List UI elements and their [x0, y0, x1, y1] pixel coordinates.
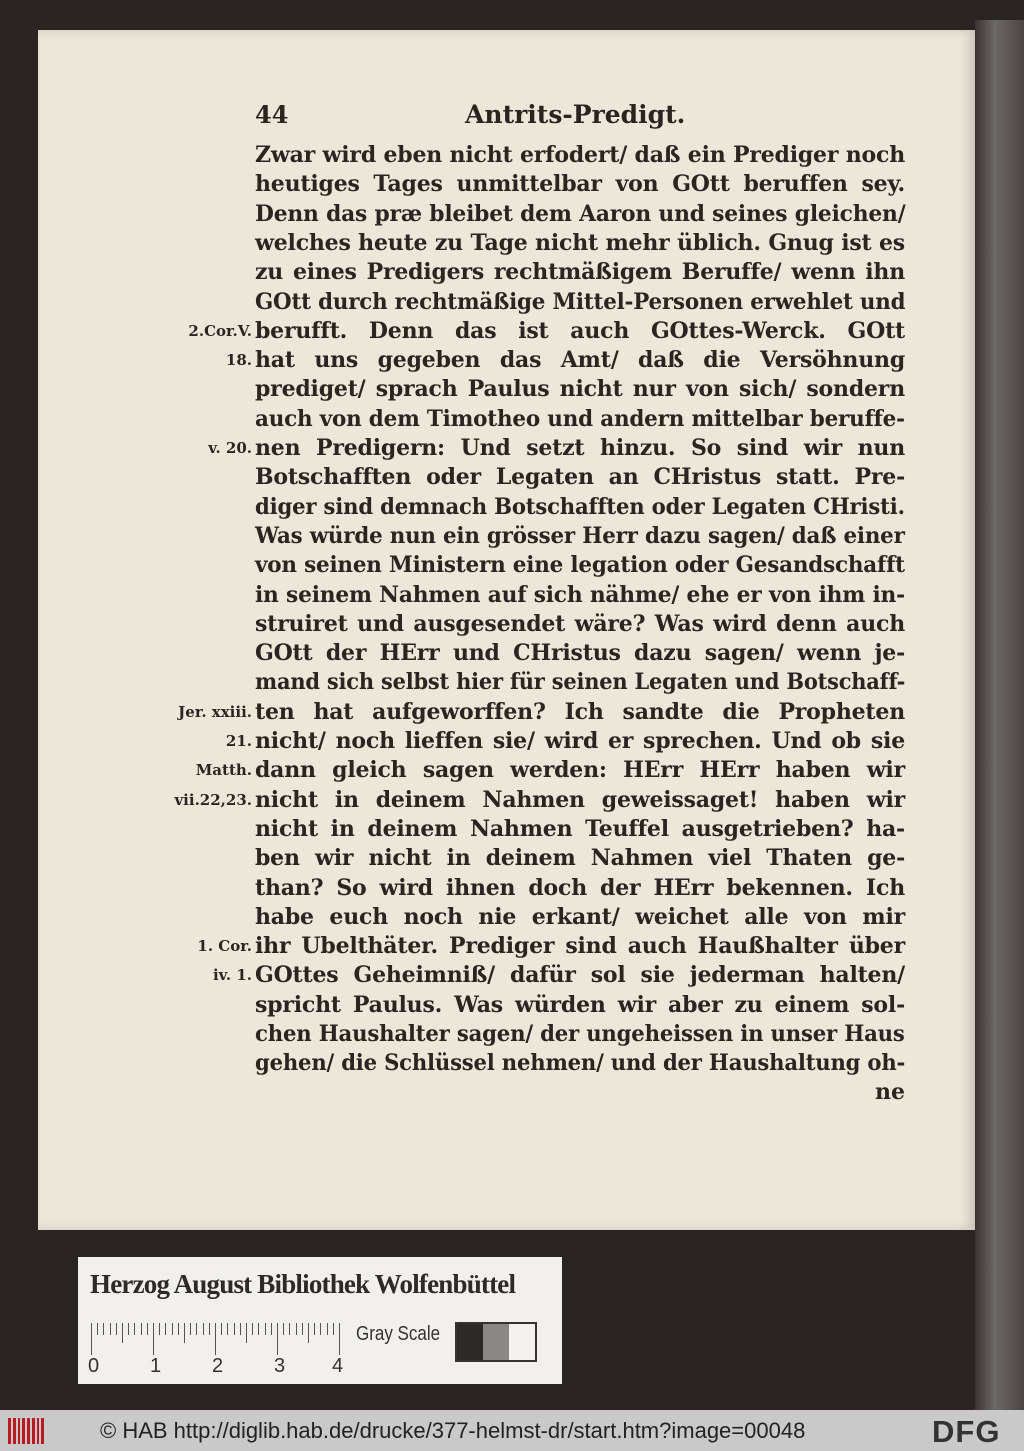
logo-bar — [32, 1418, 35, 1444]
ruler-tick — [122, 1323, 123, 1343]
ruler-tick — [196, 1323, 197, 1335]
page-number: 44 — [255, 100, 289, 129]
ruler-label: 2 — [212, 1355, 224, 1377]
ruler-label: 1 — [150, 1355, 162, 1377]
ruler-tick — [314, 1323, 315, 1335]
ruler-tick — [165, 1323, 166, 1335]
text-line: GOtt der HErr und CHristus dazu sagen/ wenn je- — [255, 640, 905, 667]
ruler-tick — [258, 1323, 259, 1335]
text-line: mand sich selbst hier für seinen Legaten und Botschaff- — [255, 669, 906, 696]
gray-swatch — [509, 1324, 535, 1360]
text-line: hat uns gegeben das Amt/ daß die Versöhnung — [255, 347, 905, 374]
ruler-tick — [215, 1323, 216, 1355]
text-line: dann gleich sagen werden: HErr HErr haben wir — [255, 757, 905, 784]
text-line: ben wir nicht in deinem Nahmen viel Thaten ge- — [255, 845, 905, 872]
text-line: heutiges Tages unmittelbar von GOtt beruffen sey. — [255, 171, 905, 198]
footer-bar — [0, 1410, 1024, 1451]
logo-bar — [18, 1418, 21, 1444]
ruler-tick — [184, 1323, 185, 1343]
text-line: GOtt durch rechtmäßige Mittel-Personen erwehlet und — [255, 288, 906, 315]
text-line: than? So wird ihnen doch der HErr bekennen. Ich — [255, 874, 905, 901]
ruler-tick — [147, 1323, 148, 1335]
ruler-label: 0 — [88, 1355, 100, 1377]
text-line: diger sind demnach Botschafften oder Legaten CHristi. — [255, 493, 905, 520]
ruler-tick — [227, 1323, 228, 1335]
ruler-tick — [327, 1323, 328, 1335]
gray-swatch — [483, 1324, 509, 1360]
text-line: ten hat aufgeworffen? Ich sandte die Propheten — [255, 698, 905, 725]
margin-reference: 1. Cor. — [197, 937, 252, 956]
ruler-tick — [252, 1323, 253, 1335]
logo-bar — [27, 1418, 30, 1444]
logo-bar — [8, 1418, 11, 1444]
text-line: prediget/ sprach Paulus nicht nur von sich/ sondern — [255, 376, 905, 403]
ruler-tick — [209, 1323, 210, 1335]
ruler-tick — [203, 1323, 204, 1335]
ruler-tick — [110, 1323, 111, 1335]
text-line: welches heute zu Tage nicht mehr üblich. Gnug ist es — [255, 229, 905, 256]
book-binding-edge — [975, 20, 1024, 1410]
text-line: gehen/ die Schlüssel nehmen/ und der Haushaltung oh- — [255, 1050, 906, 1077]
dfg-logo: DFG — [932, 1414, 1001, 1449]
ruler-label: 4 — [332, 1355, 344, 1377]
text-line: ihr Ubelthäter. Prediger sind auch Haußhalter über — [255, 933, 905, 960]
text-line: GOttes Geheimniß/ dafür sol sie jederman halten/ — [255, 962, 905, 989]
margin-reference: v. 20. — [208, 439, 252, 457]
text-line: zu eines Predigers rechtmäßigem Beruffe/ wenn ihn — [255, 259, 905, 286]
catchword: ne — [875, 1078, 905, 1105]
text-line: struiret und ausgesendet wäre? Was wird denn auch — [255, 610, 905, 637]
ruler-tick — [97, 1323, 98, 1335]
gray-swatch — [457, 1324, 483, 1360]
text-line: berufft. Denn das ist auch GOttes-Werck. GOtt — [255, 317, 905, 344]
ruler-tick — [246, 1323, 247, 1343]
logo-bar — [22, 1418, 25, 1444]
text-line: nicht in deinem Nahmen geweissaget! haben wir — [255, 786, 905, 813]
hab-logo-icon — [8, 1418, 44, 1444]
text-line: Was würde nun ein grösser Herr dazu sagen/ daß einer — [255, 522, 905, 549]
text-line: Zwar wird eben nicht erfodert/ daß ein Prediger noch — [255, 142, 905, 168]
ruler-tick — [221, 1323, 222, 1335]
gray-scale-swatches — [455, 1322, 537, 1362]
ruler-tick — [283, 1323, 284, 1335]
margin-reference: 18. — [225, 351, 252, 370]
text-line: chen Haushalter sagen/ der ungeheissen in unser Haus — [255, 1021, 905, 1047]
text-line: nen Predigern: Und setzt hinzu. So sind wir nun — [255, 435, 905, 461]
ruler-tick — [277, 1323, 278, 1355]
text-line: Botschafften oder Legaten an CHristus statt. Pre- — [255, 464, 905, 491]
margin-reference: 2.Cor.V. — [188, 321, 252, 340]
copyright-url[interactable]: © HAB http://diglib.hab.de/drucke/377-helmst-dr/start.htm?image=00048 — [100, 1418, 806, 1443]
library-color-card — [78, 1257, 562, 1384]
page-header — [255, 100, 905, 132]
ruler-tick — [333, 1323, 334, 1335]
library-name: Herzog August Bibliothek Wolfenbüttel — [90, 1269, 516, 1299]
ruler-tick — [153, 1323, 154, 1355]
ruler-tick — [296, 1323, 297, 1335]
text-line: Denn das præ bleibet dem Aaron und seines gleichen/ — [255, 200, 906, 227]
logo-bar — [13, 1418, 16, 1444]
margin-reference: iv. 1. — [212, 966, 252, 985]
ruler-tick — [265, 1323, 266, 1335]
text-line: habe euch noch nie erkant/ weichet alle von mir — [255, 903, 905, 930]
gray-scale-label: Gray Scale — [356, 1323, 441, 1345]
ruler-tick — [103, 1323, 104, 1335]
margin-reference: vii.22,23. — [174, 790, 252, 809]
ruler-tick — [159, 1323, 160, 1335]
logo-bar — [37, 1418, 40, 1444]
ruler-tick — [141, 1323, 142, 1335]
margin-reference: Jer. xxiii. — [178, 702, 252, 721]
ruler-tick — [320, 1323, 321, 1335]
ruler-tick — [116, 1323, 117, 1335]
text-line: auch von dem Timotheo und andern mittelbar beruffe- — [255, 405, 905, 432]
ruler-label: 3 — [274, 1355, 286, 1377]
text-line: nicht/ noch lieffen sie/ wird er sprechen. Und ob sie — [255, 728, 905, 754]
margin-reference: Matth. — [195, 761, 252, 780]
text-line: nicht in deinem Nahmen Teuffel ausgetrieben? ha- — [255, 815, 905, 842]
ruler-tick — [308, 1323, 309, 1343]
ruler-tick — [178, 1323, 179, 1335]
ruler-tick — [234, 1323, 235, 1335]
text-line: von seinen Ministern eine legation oder Gesandschafft — [255, 552, 905, 579]
ruler-tick — [172, 1323, 173, 1335]
ruler-tick — [134, 1323, 135, 1335]
text-line: spricht Paulus. Was würden wir aber zu einem sol- — [255, 991, 905, 1018]
ruler-tick — [190, 1323, 191, 1335]
text-line: in seinem Nahmen auf sich nähme/ ehe er von ihm in- — [255, 581, 905, 608]
running-head: Antrits-Predigt. — [465, 100, 686, 129]
ruler-tick — [128, 1323, 129, 1335]
ruler-tick — [240, 1323, 241, 1335]
margin-reference: 21. — [225, 732, 252, 750]
logo-bar — [41, 1418, 44, 1444]
ruler-tick — [91, 1323, 92, 1355]
ruler-tick — [339, 1323, 340, 1355]
ruler-tick — [302, 1323, 303, 1335]
ruler-tick — [271, 1323, 272, 1335]
ruler-tick — [289, 1323, 290, 1335]
